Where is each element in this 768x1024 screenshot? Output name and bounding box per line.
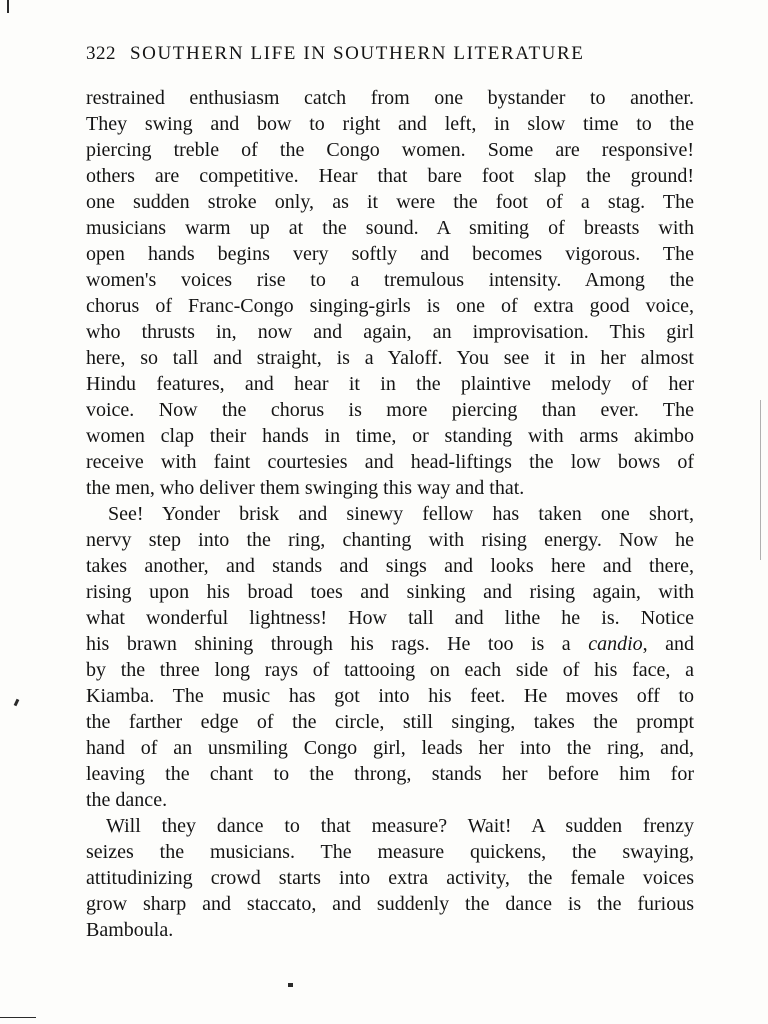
text-line: others are competitive. Hear that bare foot slap the ground! <box>86 165 694 187</box>
text-line: They swing and bow to right and left, in slow time to the <box>86 113 694 135</box>
page-number: 322 <box>86 43 116 64</box>
text-line: See! Yonder brisk and sinewy fellow has taken one short, <box>108 503 694 525</box>
body-text <box>86 85 694 943</box>
text-line: the dance. <box>86 789 168 811</box>
running-title: SOUTHERN LIFE IN SOUTHERN LITERATURE <box>130 43 585 64</box>
text-line: voice. Now the chorus is more piercing than ever. The <box>86 399 694 421</box>
book-page <box>86 40 694 943</box>
italic-word: candio <box>588 633 643 655</box>
text-line: grow sharp and staccato, and suddenly the dance is the furious <box>86 893 694 915</box>
text-line: receive with faint courtesies and head-liftings the low bows of <box>86 451 694 473</box>
text-line: nervy step into the ring, chanting with rising energy. Now he <box>86 529 694 551</box>
text-line: Kiamba. The music has got into his feet. He moves off to <box>86 685 694 707</box>
text-line: Hindu features, and hear it in the plaintive melody of her <box>86 373 694 395</box>
text-line: what wonderful lightness! How tall and lithe he is. Notice <box>86 607 694 629</box>
text-line: women clap their hands in time, or standing with arms akimbo <box>86 425 694 447</box>
scan-speck-left <box>14 699 20 707</box>
text-line: one sudden stroke only, as it were the foot of a stag. The <box>86 191 694 213</box>
text-line: chorus of Franc-Congo singing-girls is one of extra good voice, <box>86 295 694 317</box>
text-line: by the three long rays of tattooing on each side of his face, a <box>86 659 694 681</box>
text-line: open hands begins very softly and becomes vigorous. The <box>86 243 694 265</box>
text-line: hand of an unsmiling Congo girl, leads her into the ring, and, <box>86 737 694 759</box>
text-line: restrained enthusiasm catch from one bystander to another. <box>86 87 694 109</box>
text-line-with-italic <box>86 631 694 657</box>
text-line: seizes the musicians. The measure quickens, the swaying, <box>86 841 694 863</box>
text-line: attitudinizing crowd starts into extra activity, the female voices <box>86 867 694 889</box>
text-line: leaving the chant to the throng, stands her before him for <box>86 763 694 785</box>
text-line: the farther edge of the circle, still singing, takes the prompt <box>86 711 694 733</box>
scan-edge-mark-bottom <box>0 1017 36 1018</box>
text-line: who thrusts in, now and again, an improvisation. This girl <box>86 321 694 343</box>
text-segment: his brawn shining through his rags. He too is a <box>86 633 571 655</box>
text-line: Bamboula. <box>86 919 174 941</box>
scan-edge-mark-right <box>760 400 761 560</box>
scan-edge-mark-top <box>7 0 9 13</box>
text-line: the men, who deliver them swinging this way and that. <box>86 477 525 499</box>
text-line: rising upon his broad toes and sinking and rising again, with <box>86 581 694 603</box>
text-line: here, so tall and straight, is a Yaloff. You see it in her almost <box>86 347 694 369</box>
text-line: women's voices rise to a tremulous intensity. Among the <box>86 269 694 291</box>
text-segment: , and <box>642 633 695 655</box>
scan-speck-bottom <box>288 983 293 987</box>
text-line: takes another, and stands and sings and looks here and there, <box>86 555 694 577</box>
text-line: musicians warm up at the sound. A smiting of breasts with <box>86 217 694 239</box>
text-line: Will they dance to that measure? Wait! A sudden frenzy <box>106 815 694 837</box>
text-line: piercing treble of the Congo women. Some are responsive! <box>86 139 694 161</box>
running-head <box>86 40 694 68</box>
